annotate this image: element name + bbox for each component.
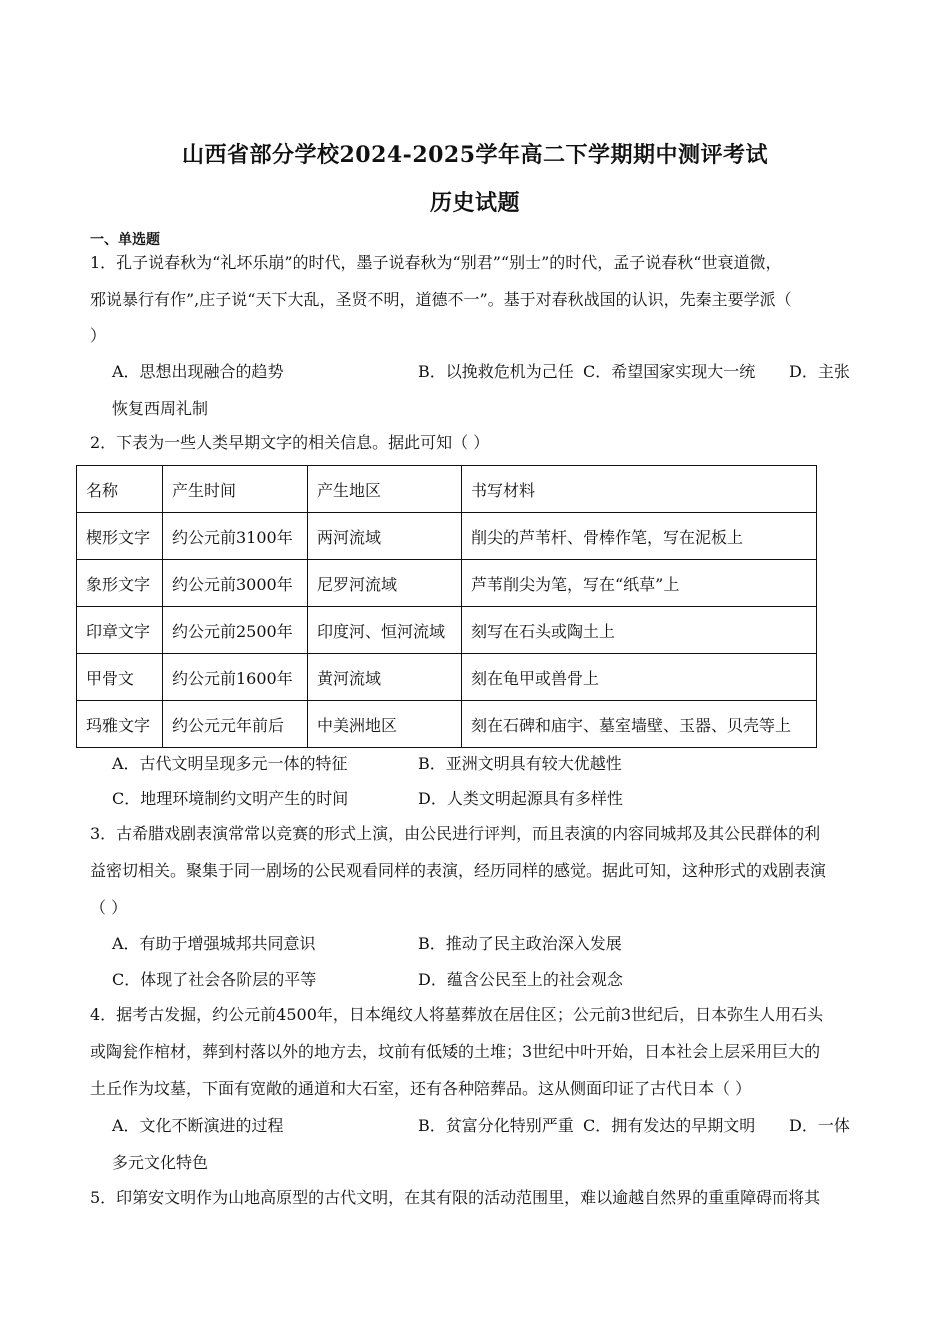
- table-cell: 印章文字: [77, 607, 163, 654]
- table-cell: 约公元元年前后: [163, 701, 308, 748]
- q4-option-d-continued: 多元文化特色: [112, 1153, 209, 1172]
- table-row: [77, 607, 817, 654]
- table-cell: 削尖的芦苇杆、骨棒作笔，写在泥板上: [462, 513, 817, 560]
- q1-option-b[interactable]: B．以挽救危机为己任: [418, 362, 574, 381]
- q4-option-d[interactable]: D．一体: [789, 1116, 850, 1135]
- table-cell: 约公元前2500年: [163, 607, 308, 654]
- q1-option-a[interactable]: A．思想出现融合的趋势: [112, 362, 284, 381]
- q3-option-d[interactable]: D．蕴含公民至上的社会观念: [418, 970, 623, 989]
- table-cell: 印度河、恒河流域: [308, 607, 462, 654]
- table-cell: 约公元前1600年: [163, 654, 308, 701]
- q3-option-b[interactable]: B．推动了民主政治深入发展: [418, 934, 622, 953]
- q2-option-c[interactable]: C．地理环境制约文明产生的时间: [112, 789, 349, 808]
- table-cell: 象形文字: [77, 560, 163, 607]
- q1-option-c[interactable]: C．希望国家实现大一统: [583, 362, 756, 381]
- q4-stem-line: 或陶瓮作棺材，葬到村落以外的地方去，坟前有低矮的土堆；3世纪中叶开始，日本社会上层采用巨大的: [90, 1042, 821, 1061]
- table-cell: 楔形文字: [77, 513, 163, 560]
- table-cell: 刻在石碑和庙宇、墓室墙壁、玉器、贝壳等上: [462, 701, 817, 748]
- table-row: [77, 560, 817, 607]
- q4-option-b[interactable]: B．贫富分化特别严重: [418, 1116, 574, 1135]
- q1-stem-line: 邪说暴行有作”,庄子说“天下大乱，圣贤不明，道德不一”。基于对春秋战国的认识，先秦主要学派（: [90, 290, 792, 309]
- table-cell: 玛雅文字: [77, 701, 163, 748]
- table-cell: 黄河流域: [308, 654, 462, 701]
- q4-option-c[interactable]: C．拥有发达的早期文明: [583, 1116, 756, 1135]
- table-cell: 约公元前3000年: [163, 560, 308, 607]
- q3-option-c[interactable]: C．体现了社会各阶层的平等: [112, 970, 317, 989]
- table-cell: 刻写在石头或陶土上: [462, 607, 817, 654]
- section-heading: 一、单选题: [90, 232, 160, 248]
- table-header-cell: 名称: [77, 466, 163, 513]
- q2-stem: 2．下表为一些人类早期文字的相关信息。据此可知（ ）: [90, 433, 490, 452]
- q3-option-a[interactable]: A．有助于增强城邦共同意识: [112, 934, 316, 953]
- q1-stem-line: ）: [90, 326, 107, 345]
- script-info-table: [76, 465, 817, 748]
- table-header-cell: 产生时间: [163, 466, 308, 513]
- q4-stem-line: 土丘作为坟墓，下面有宽敞的通道和大石室，还有各种陪葬品。这从侧面印证了古代日本（ ）: [90, 1079, 752, 1098]
- q3-stem-line: 益密切相关。聚集于同一剧场的公民观看同样的表演，经历同样的感觉。据此可知，这种形式的戏剧表演: [90, 861, 827, 880]
- table-cell: 尼罗河流域: [308, 560, 462, 607]
- table-cell: 甲骨文: [77, 654, 163, 701]
- table-cell: 中美洲地区: [308, 701, 462, 748]
- table-row: [77, 513, 817, 560]
- q2-option-a[interactable]: A．古代文明呈现多元一体的特征: [112, 754, 348, 773]
- table-header-cell: 产生地区: [308, 466, 462, 513]
- exam-subject: 历史试题: [429, 190, 520, 216]
- q2-option-d[interactable]: D．人类文明起源具有多样性: [418, 789, 623, 808]
- table-row: [77, 701, 817, 748]
- q3-stem-line: （ ）: [90, 898, 128, 917]
- table-row: [77, 654, 817, 701]
- q1-option-d-continued: 恢复西周礼制: [112, 399, 209, 418]
- q4-stem-line: 4．据考古发掘，约公元前4500年，日本绳纹人将墓葬放在居住区；公元前3世纪后，日本弥生人用石头: [90, 1005, 824, 1024]
- q5-stem-line: 5．印第安文明作为山地高原型的古代文明，在其有限的活动范围里，难以逾越自然界的重重障碍而将其: [90, 1188, 821, 1207]
- q3-stem-line: 3．古希腊戏剧表演常常以竞赛的形式上演，由公民进行评判，而且表演的内容同城邦及其公民群体的利: [90, 824, 821, 843]
- q2-option-b[interactable]: B．亚洲文明具有较大优越性: [418, 754, 622, 773]
- q1-option-d[interactable]: D．主张: [789, 362, 850, 381]
- table-cell: 约公元前3100年: [163, 513, 308, 560]
- table-header-cell: 书写材料: [462, 466, 817, 513]
- table-cell: 刻在龟甲或兽骨上: [462, 654, 817, 701]
- table-cell: 两河流域: [308, 513, 462, 560]
- table-cell: 芦苇削尖为笔，写在“纸草”上: [462, 560, 817, 607]
- q4-option-a[interactable]: A．文化不断演进的过程: [112, 1116, 284, 1135]
- exam-title: 山西省部分学校2024-2025学年高二下学期期中测评考试: [181, 142, 769, 168]
- q1-stem-line: 1．孔子说春秋为“礼坏乐崩”的时代，墨子说春秋为“别君”“别士”的时代，孟子说春秋“世衰道微，: [90, 253, 782, 272]
- table-header-row: [77, 466, 817, 513]
